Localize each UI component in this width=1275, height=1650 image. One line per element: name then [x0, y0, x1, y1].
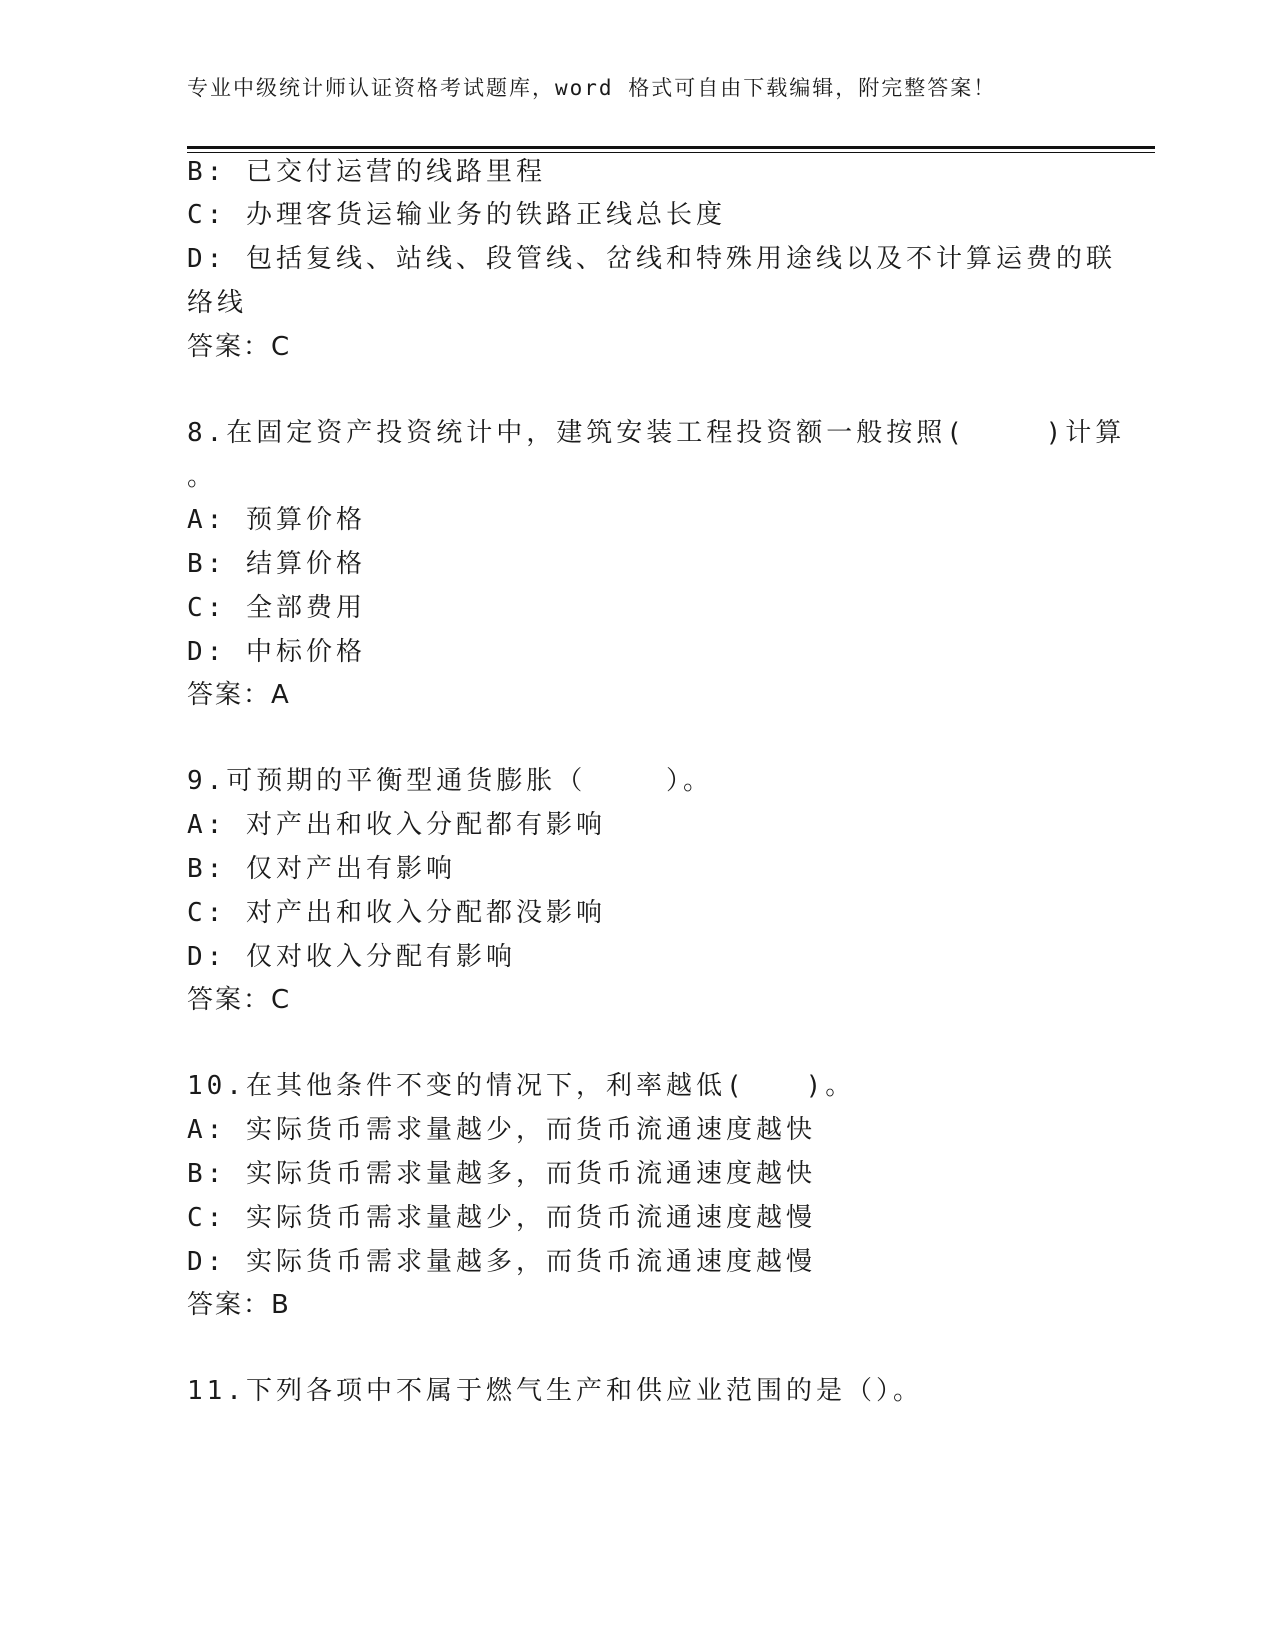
q8-stem-line1: 8.在固定资产投资统计中，建筑安装工程投资额一般按照( )计算: [187, 418, 1126, 448]
q7-answer: 答案：C: [187, 332, 292, 362]
q9-option-b: B: 仅对产出有影响: [187, 854, 456, 884]
q7-option-c: C: 办理客货运输业务的铁路正线总长度: [187, 200, 726, 230]
q9-option-a: A: 对产出和收入分配都有影响: [187, 810, 606, 840]
q10-option-b: B: 实际货币需求量越多，而货币流通速度越快: [187, 1159, 816, 1189]
q10-option-d: D: 实际货币需求量越多，而货币流通速度越慢: [187, 1247, 816, 1277]
q9-option-c: C: 对产出和收入分配都没影响: [187, 898, 606, 928]
q8-stem-line2: 。: [187, 462, 218, 492]
q8-answer: 答案：A: [187, 680, 291, 710]
q7-option-d-line2: 络线: [187, 288, 248, 318]
header-rule-thin: [187, 152, 1155, 153]
q7-option-b: B: 已交付运营的线路里程: [187, 157, 546, 187]
q7-option-d-line1: D: 包括复线、站线、段管线、岔线和特殊用途线以及不计算运费的联: [187, 244, 1116, 274]
q8-option-d: D: 中标价格: [187, 637, 366, 667]
header-rule-thick: [187, 146, 1155, 149]
q11-stem: 11.下列各项中不属于燃气生产和供应业范围的是（）。: [187, 1376, 923, 1406]
q8-option-c: C: 全部费用: [187, 593, 366, 623]
q8-option-a: A: 预算价格: [187, 505, 366, 535]
q10-option-c: C: 实际货币需求量越少，而货币流通速度越慢: [187, 1203, 816, 1233]
page-header: 专业中级统计师认证资格考试题库，word 格式可自由下载编辑，附完整答案！: [187, 76, 997, 100]
q10-stem: 10.在其他条件不变的情况下，利率越低( )。: [187, 1071, 856, 1101]
q10-answer: 答案：B: [187, 1290, 291, 1320]
q8-option-b: B: 结算价格: [187, 549, 366, 579]
q10-option-a: A: 实际货币需求量越少，而货币流通速度越快: [187, 1115, 816, 1145]
q9-option-d: D: 仅对收入分配有影响: [187, 942, 516, 972]
q9-answer: 答案：C: [187, 985, 292, 1015]
q9-stem: 9.可预期的平衡型通货膨胀（ ）。: [187, 766, 713, 796]
